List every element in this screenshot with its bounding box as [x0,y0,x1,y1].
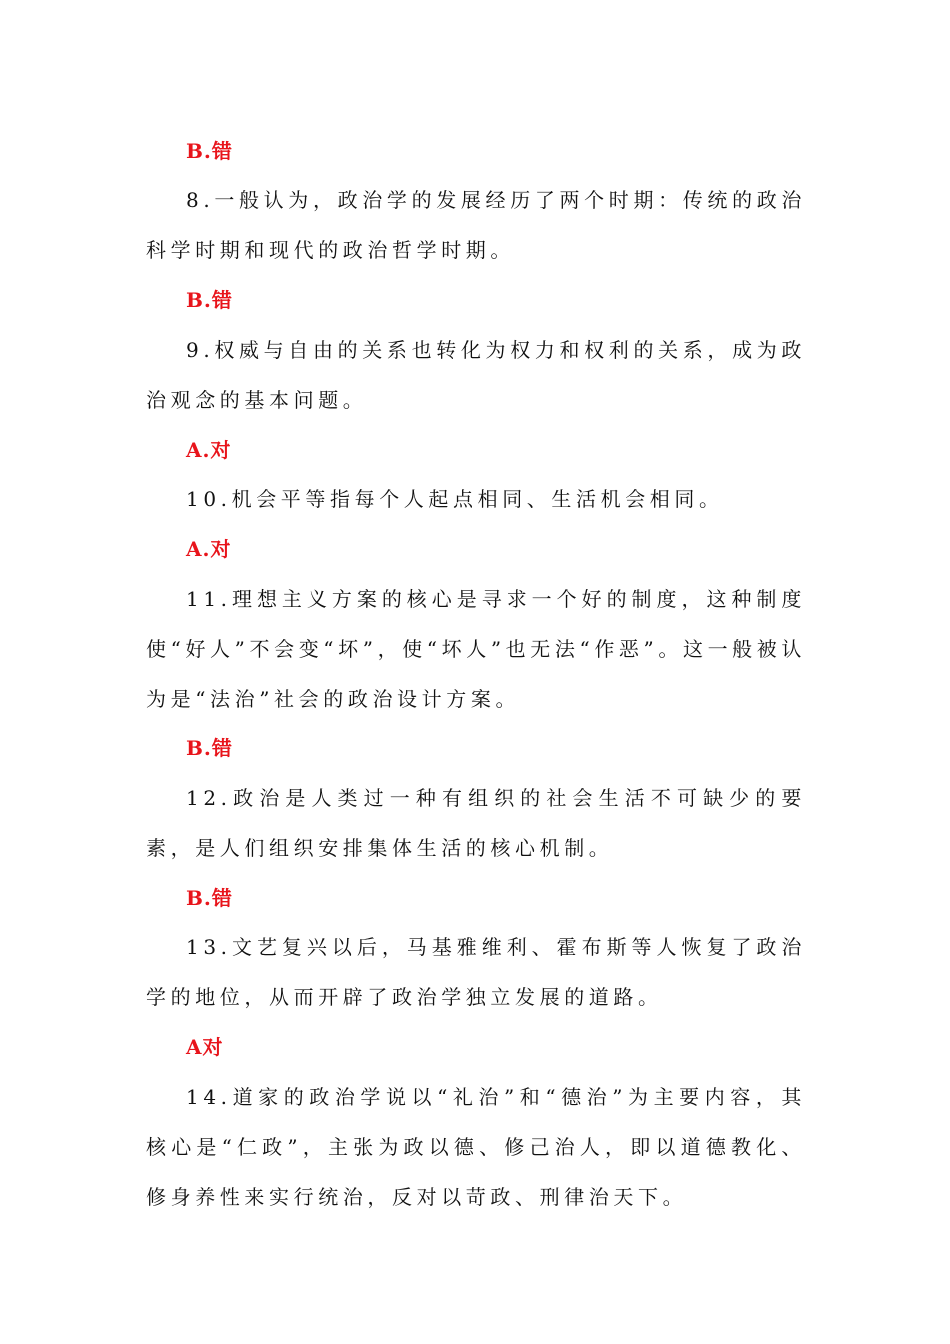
question-14: 14.道家的政治学说以“礼治”和“德治”为主要内容，其核心是“仁政”，主张为政以德、修己治人，即以道德教化、修身养性来实行统治，反对以苛政、刑律治天下。 [146,1085,806,1209]
answer-label: A对 [186,1035,224,1059]
question-12: 12.政治是人类过一种有组织的社会生活不可缺少的要素，是人们组织安排集体生活的核心机制。 [146,786,806,860]
question-8: 8.一般认为，政治学的发展经历了两个时期：传统的政治科学时期和现代的政治哲学时期。 [146,188,806,262]
answer-label: B.错 [186,736,233,760]
question-10: 10.机会平等指每个人起点相同、生活机会相同。 [186,487,724,511]
question-11: 11.理想主义方案的核心是寻求一个好的制度，这种制度使“好人”不会变“坏”，使“坏人”也无法“作恶”。这一般被认为是“法治”社会的政治设计方案。 [146,587,806,711]
answer-label: A.对 [186,438,232,462]
answer-label: B.错 [186,288,233,312]
question-9: 9.权威与自由的关系也转化为权力和权利的关系，成为政治观念的基本问题。 [146,338,806,412]
question-13: 13.文艺复兴以后，马基雅维利、霍布斯等人恢复了政治学的地位，从而开辟了政治学独立发展的道路。 [146,935,806,1009]
answer-label: B.错 [186,139,233,163]
answer-label: B.错 [186,886,233,910]
answer-label: A.对 [186,537,232,561]
